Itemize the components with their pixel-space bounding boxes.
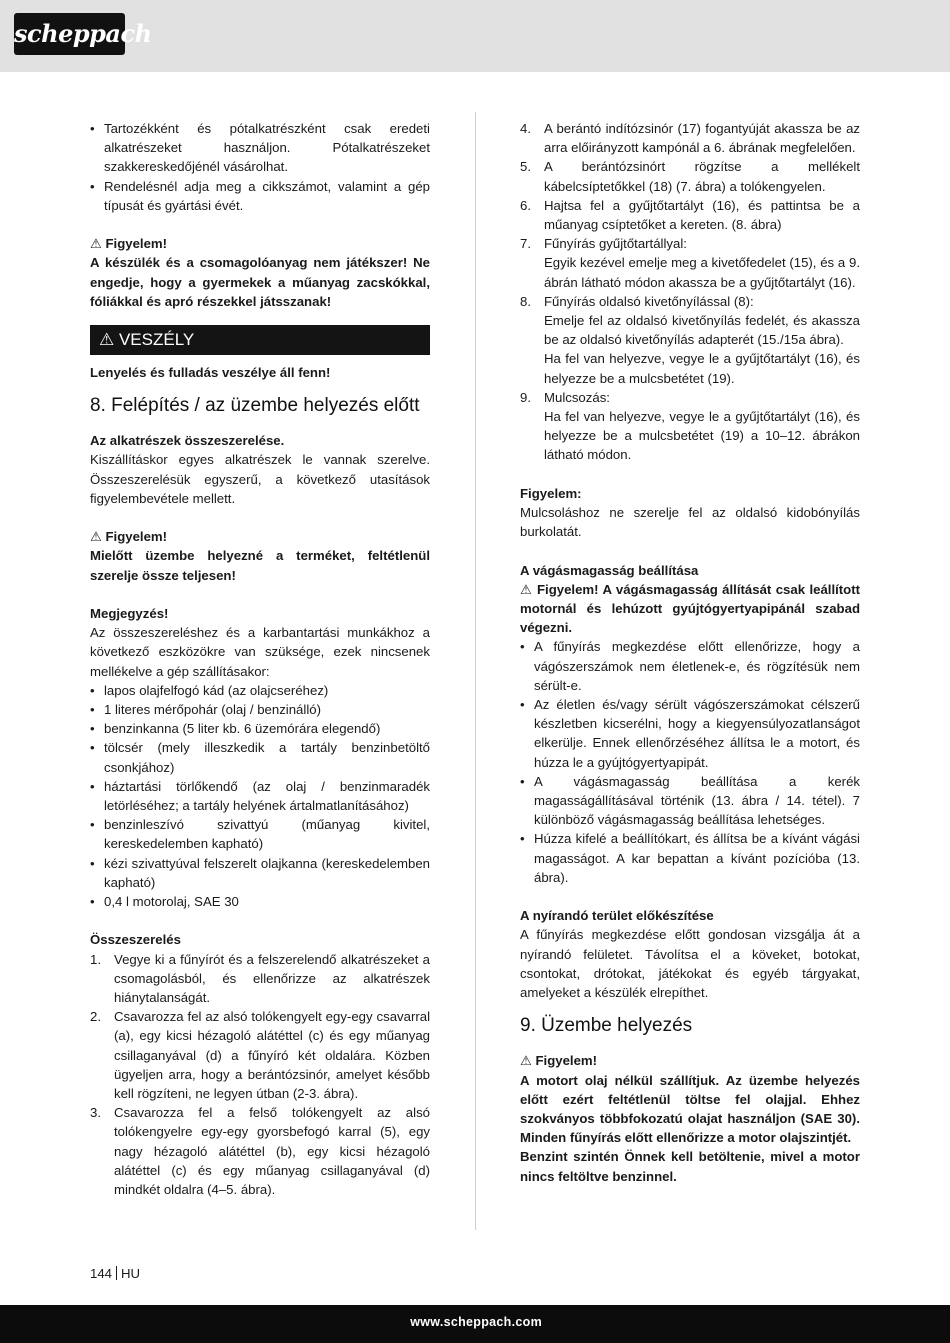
list-item: • Az életlen és/vagy sérült vágószerszámokat célszerű készletben kicserélni, hogy a kiegyensúlyozatlanságot elkerülje. Ennek ellenőrzéséhez állítsa le a motort, és húzza le a gyújtógyertyapipát. (520, 695, 860, 772)
step-detail: Egyik kezével emelje meg a kivetőfedelet (15), és a 9. ábrán látható módon akassza be a gyűjtőtartályt (16). (544, 255, 860, 290)
tools-list (90, 681, 430, 911)
step-number: 8. (520, 293, 531, 309)
language-code: HU (121, 1266, 141, 1281)
attention-text: Mielőtt üzembe helyezné a terméket, feltétlenül szerelje össze teljesen! (90, 548, 430, 583)
list-item (520, 196, 860, 234)
step-text: Hajtsa fel a gyűjtőtartályt (16), és pattintsa be a műanyag csíptetőket a kereten. (8. ábra) (544, 197, 860, 233)
step-text: Csavarozza fel a felső tolókengyelt az alsó tolókengyelre egy-egy gyorsbefogó karral (5), egy nagy hézagoló alátéttel (b), egy kicsi hézagoló alátéttel (c) és egy műanyag csillaganyával (d) mindkét oldalra (4–5. ábra). (114, 1105, 430, 1198)
step-text: Csavarozza fel az alsó tolókengyelt egy-egy csavarral (a), egy kicsi hézagoló alátéttel (c) és egy műanyag csillaganyával (d) a fűnyíró két oldalára. Közben ügyeljen arra, hogy a berántózsinór, amelyet később kell rögzíteni, ne legyen útban (2-3. ábra). (114, 1009, 430, 1102)
list-item (520, 388, 860, 465)
step-number: 9. (520, 389, 531, 405)
list-item: • Rendelésnél adja meg a cikkszámot, valamint a gép típusát és gyártási évét. (90, 177, 430, 215)
list-item (90, 1103, 430, 1199)
list-item (90, 950, 430, 1008)
step-text: Fűnyírás oldalsó kivetőnyílással (8): (544, 293, 754, 309)
cut-height-warning: ⚠ Figyelem! A vágásmagasság állítását csak leállított motornál és lehúzott gyújtógyertyapipánál szabad végezni. (520, 581, 860, 636)
list-item (520, 157, 860, 195)
step-number: 3. (90, 1105, 101, 1121)
danger-banner: ⚠ VESZÉLY (90, 325, 430, 355)
step-detail: Emelje fel az oldalsó kivetőnyílás fedelét, és akassza be az oldalsó kivetőnyílás adapterét (15./15a ábra). (544, 313, 860, 348)
attention-text: Benzint szintén Önnek kell betöltenie, mivel a motor nincs feltöltve benzinnel. (520, 1149, 860, 1184)
attention-heading: ⚠ Figyelem! (90, 236, 168, 252)
list-item (90, 1007, 430, 1103)
list-item: • Tartozékként és pótalkatrészként csak eredeti alkatrészeket használjon. Pótalkatrészeket szakkereskedőjénél vásárolhat. (90, 119, 430, 177)
assembly-steps-continued (520, 119, 860, 465)
note-text: Az összeszereléshez és a karbantartási munkákhoz a következő eszközökre van szüksége, ezek nincsenek mellékelve a gép szállításakor: (90, 625, 430, 679)
assembly-text: Kiszállításkor egyes alkatrészek le vannak szerelve. Összeszerelésük egyszerű, a következő utasítások figyelembevétele mellett. (90, 452, 430, 506)
list-item: • 1 literes mérőpohár (olaj / benzinálló) (90, 700, 430, 719)
right-column (520, 119, 860, 1186)
section-8-title: 8. Felépítés / az üzembe helyezés előtt (90, 395, 420, 417)
list-item: • benzinleszívó szivattyú (műanyag kivitel, kereskedelemben kapható) (90, 815, 430, 853)
attention-text: A motort olaj nélkül szállítjuk. Az üzembe helyezés előtt ezért feltétlenül töltse fel olajjal. Ehhez szokványos többfokozatú olajat használjon (SAE 30). Minden fűnyírás előtt ellenőrizze a motor olajszintjét. (520, 1072, 860, 1146)
intro-bullet-list (90, 119, 430, 215)
step-number: 4. (520, 121, 531, 136)
left-column (90, 119, 430, 1199)
danger-text: Lenyelés és fulladás veszélye áll fenn! (90, 365, 331, 381)
list-item: • háztartási törlőkendő (az olaj / benzinmaradék letörléséhez; a tartály helyének ártalmatlanításához) (90, 777, 430, 815)
scheppach-logo: scheppach (14, 13, 125, 55)
column-divider (475, 112, 476, 1230)
section-9-title: 9. Üzembe helyezés (520, 1015, 693, 1037)
list-item: • kézi szivattyúval felszerelt olajkanna (kereskedelemben kapható) (90, 854, 430, 892)
list-item (520, 292, 860, 388)
step-text: A berántó indítózsinór (17) fogantyúját akassza be az arra előirányzott kampónál a 6. ábrának megfelelően. (544, 121, 860, 156)
step-detail: Ha fel van helyezve, vegye le a gyűjtőtartályt (16), és helyezze be a mulcsbetétet (19) a 10–12. ábrákon látható módon. (544, 409, 860, 463)
attention-text: A készülék és a csomagolóanyag nem játékszer! Ne engedje, hogy a gyermekek a műanyag zacskókkal, fóliákkal és apró részekkel játsszanak! (90, 255, 430, 309)
list-item (520, 119, 860, 157)
attention-heading: ⚠ Figyelem! (90, 529, 168, 545)
page-number-value: 144 (90, 1266, 113, 1281)
step-text: Vegye ki a fűnyírót és a felszerelendő alkatrészeket a csomagolásból, és ellenőrizze az alkatrészek hiánytalanságát. (114, 951, 430, 1006)
list-item: • 0,4 l motorolaj, SAE 30 (90, 892, 430, 911)
step-text: Fűnyírás gyűjtőtartállyal: (544, 236, 687, 252)
note-heading: Megjegyzés! (90, 606, 169, 622)
cut-height-heading: A vágásmagasság beállítása (520, 562, 699, 578)
list-item: • lapos olajfelfogó kád (az olajcseréhez) (90, 681, 430, 700)
page-number (90, 1264, 140, 1283)
area-prep-heading: A nyírandó terület előkészítése (520, 908, 714, 924)
area-prep-text: A fűnyírás megkezdése előtt gondosan vizsgálja át a nyírandó felületet. Távolítsa el a köveket, botokat, csontokat, drótokat, játékokat és egyéb tárgyakat, amelyeket a készülék elrepíthet. (520, 927, 860, 1001)
attention-heading: Figyelem: (520, 485, 582, 501)
step-number: 1. (90, 951, 101, 967)
website-link[interactable]: www.scheppach.com (410, 1315, 542, 1329)
list-item: • A fűnyírás megkezdése előtt ellenőrizze, hogy a vágószerszámok nem életlenek-e, és rögzítésük nem sérült-e. (520, 637, 860, 695)
assembly-steps (90, 950, 430, 1200)
step-number: 6. (520, 197, 531, 213)
list-item (520, 234, 860, 292)
list-item: • Húzza kifelé a beállítókart, és állítsa be a kívánt vágási magasságot. A kar bepattan a kívánt pozícióba (13. ábra). (520, 829, 860, 887)
list-item: • benzinkanna (5 liter kb. 6 üzemórára elegendő) (90, 719, 430, 738)
assembly-heading: Az alkatrészek összeszerelése. (90, 433, 285, 449)
attention-text: Mulcsoláshoz ne szerelje fel az oldalsó kidobónyílás burkolatát. (520, 505, 860, 540)
attention-heading: ⚠ Figyelem! (520, 1053, 598, 1069)
header-bar (0, 0, 950, 72)
step-number: 5. (520, 159, 531, 175)
list-item: • tölcsér (mely illeszkedik a tartály benzinbetöltő csonkjához) (90, 738, 430, 776)
cut-height-list (520, 637, 860, 887)
step-text: A berántózsinórt rögzítse a mellékelt kábelcsíptetőkkel (18) (7. ábra) a tolókengyelen. (544, 159, 860, 194)
step-detail: Ha fel van helyezve, vegye le a gyűjtőtartályt (16), és helyezze be a mulcsbetétet (19). (544, 351, 860, 386)
step-number: 2. (90, 1009, 101, 1025)
assembly2-heading: Összeszerelés (90, 932, 181, 948)
list-item: • A vágásmagasság beállítása a kerék magasságállításával történik (13. ábra / 14. tétel). 7 különböző vágásmagasság beállítása lehetséges. (520, 772, 860, 830)
step-number: 7. (520, 236, 531, 252)
footer-bar (0, 1305, 950, 1343)
step-text: Mulcsozás: (544, 389, 610, 405)
